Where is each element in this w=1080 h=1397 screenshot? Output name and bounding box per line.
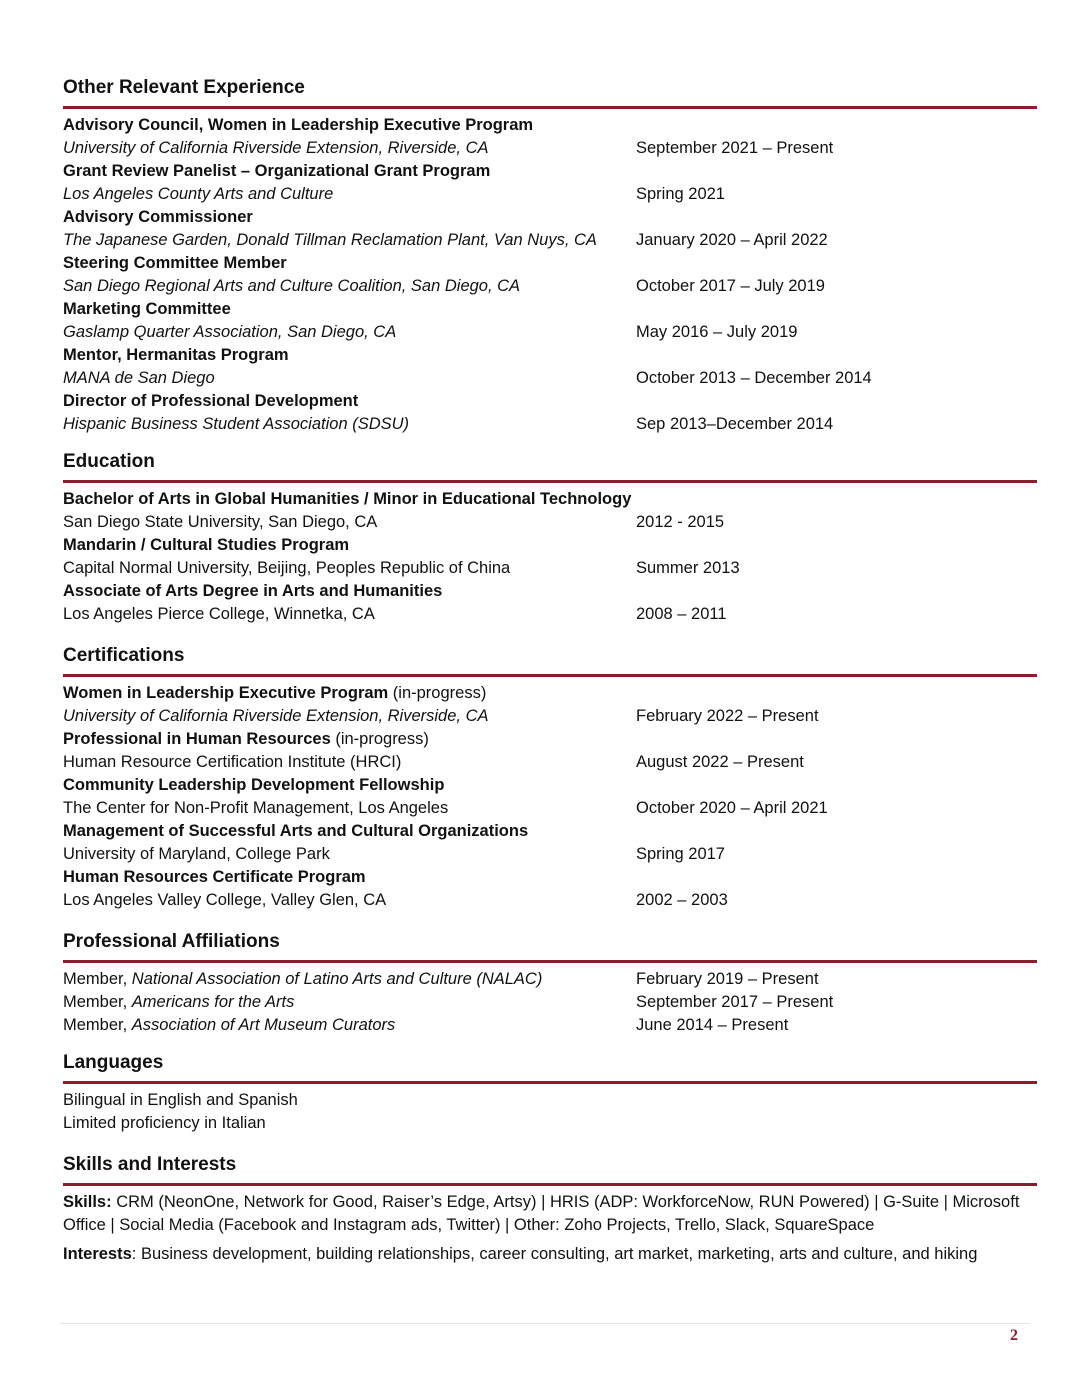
- experience-org: The Japanese Garden, Donald Tillman Reclamation Plant, Van Nuys, CA: [63, 231, 597, 249]
- experience-org-row: [63, 275, 1037, 298]
- education-degree-row: [63, 488, 1037, 511]
- cert-name: Professional in Human Resources: [63, 730, 331, 748]
- language-item: Limited proficiency in Italian: [63, 1114, 266, 1132]
- section-title: Other Relevant Experience: [63, 77, 305, 98]
- section-title: Certifications: [63, 645, 185, 666]
- section-affiliations: [63, 926, 1037, 1037]
- skills-paragraph: [63, 1191, 1037, 1237]
- skills-text: CRM (NeonOne, Network for Good, Raiser’s Edge, Artsy) | HRIS (ADP: WorkforceNow, RUN Powered) | G-Suite | Microsoft Office | Social Media (Facebook and Instagram ads, Twitter) | Other: Zoho Projects, Trello, Slack, SquareSpace: [63, 1193, 1020, 1234]
- affiliation-date: June 2014 – Present: [636, 1016, 789, 1034]
- section-other-experience: [63, 72, 1037, 436]
- education-date: 2008 – 2011: [636, 605, 727, 623]
- experience-role-row: [63, 114, 1037, 137]
- experience-org: Gaslamp Quarter Association, San Diego, CA: [63, 323, 397, 341]
- experience-role: Advisory Commissioner: [63, 208, 253, 226]
- cert-name-row: [63, 728, 1037, 751]
- section-divider: [63, 674, 1037, 677]
- education-school-row: [63, 603, 1037, 626]
- affiliation-prefix: Member,: [63, 970, 132, 988]
- experience-date: Sep 2013–December 2014: [636, 415, 834, 433]
- cert-date: Spring 2017: [636, 845, 725, 863]
- affiliation-prefix: Member,: [63, 993, 132, 1011]
- experience-role: Grant Review Panelist – Organizational Grant Program: [63, 162, 491, 180]
- experience-role-row: [63, 390, 1037, 413]
- cert-org-row: [63, 751, 1037, 774]
- education-degree: Associate of Arts Degree in Arts and Humanities: [63, 582, 443, 600]
- cert-org: The Center for Non-Profit Management, Los Angeles: [63, 799, 449, 817]
- education-school-row: [63, 557, 1037, 580]
- cert-org: Human Resource Certification Institute (HRCI): [63, 753, 402, 771]
- experience-role-row: [63, 160, 1037, 183]
- cert-date: 2002 – 2003: [636, 891, 728, 909]
- section-divider: [63, 106, 1037, 109]
- cert-note: (in-progress): [388, 684, 487, 702]
- education-degree: Bachelor of Arts in Global Humanities / Minor in Educational Technology: [63, 490, 632, 508]
- footer-divider: [60, 1323, 1030, 1324]
- experience-role: Marketing Committee: [63, 300, 231, 318]
- cert-org: Los Angeles Valley College, Valley Glen, CA: [63, 891, 387, 909]
- experience-role: Steering Committee Member: [63, 254, 287, 272]
- experience-date: May 2016 – July 2019: [636, 323, 798, 341]
- education-school: Los Angeles Pierce College, Winnetka, CA: [63, 605, 375, 623]
- section-title: Professional Affiliations: [63, 931, 280, 952]
- cert-name-row: [63, 682, 1037, 705]
- affiliation-org: National Association of Latino Arts and Culture (NALAC): [131, 970, 543, 988]
- experience-role-row: [63, 344, 1037, 367]
- experience-org-row: [63, 183, 1037, 206]
- experience-org: Los Angeles County Arts and Culture: [63, 185, 334, 203]
- education-school-row: [63, 511, 1037, 534]
- section-certifications: [63, 640, 1037, 912]
- experience-date: Spring 2021: [636, 185, 725, 203]
- interests-text: : Business development, building relationships, career consulting, art market, marketing, arts and culture, and hiking: [131, 1245, 978, 1263]
- interests-label: Interests: [63, 1245, 132, 1263]
- experience-role: Director of Professional Development: [63, 392, 359, 410]
- affiliation-row: [63, 991, 1037, 1014]
- education-date: 2012 - 2015: [636, 513, 725, 531]
- affiliation-row: [63, 968, 1037, 991]
- experience-org: MANA de San Diego: [63, 369, 215, 387]
- affiliation-org: Association of Art Museum Curators: [131, 1016, 396, 1034]
- experience-org: San Diego Regional Arts and Culture Coalition, San Diego, CA: [63, 277, 521, 295]
- section-skills: [63, 1149, 1037, 1266]
- section-title: Education: [63, 451, 155, 472]
- language-item: Bilingual in English and Spanish: [63, 1091, 298, 1109]
- cert-date: October 2020 – April 2021: [636, 799, 828, 817]
- cert-name: Women in Leadership Executive Program: [63, 684, 389, 702]
- cert-date: February 2022 – Present: [636, 707, 819, 725]
- section-title: Skills and Interests: [63, 1154, 237, 1175]
- affiliation-prefix: Member,: [63, 1016, 132, 1034]
- experience-role-row: [63, 298, 1037, 321]
- experience-role-row: [63, 206, 1037, 229]
- section-divider: [63, 1183, 1037, 1186]
- education-degree-row: [63, 534, 1037, 557]
- cert-name: Community Leadership Development Fellowship: [63, 776, 445, 794]
- experience-org-row: [63, 137, 1037, 160]
- cert-name-row: [63, 820, 1037, 843]
- section-education: [63, 446, 1037, 626]
- cert-org: University of Maryland, College Park: [63, 845, 330, 863]
- cert-org-row: [63, 797, 1037, 820]
- cert-org: University of California Riverside Extension, Riverside, CA: [63, 707, 489, 725]
- education-degree: Mandarin / Cultural Studies Program: [63, 536, 350, 554]
- experience-date: October 2017 – July 2019: [636, 277, 825, 295]
- affiliation-row: [63, 1014, 1037, 1037]
- experience-org: University of California Riverside Extension, Riverside, CA: [63, 139, 489, 157]
- section-divider: [63, 960, 1037, 963]
- cert-name-row: [63, 866, 1037, 889]
- cert-org-row: [63, 843, 1037, 866]
- section-title: Languages: [63, 1052, 164, 1073]
- education-school: San Diego State University, San Diego, CA: [63, 513, 378, 531]
- section-divider: [63, 480, 1037, 483]
- section-divider: [63, 1081, 1037, 1084]
- experience-org-row: [63, 367, 1037, 390]
- experience-date: October 2013 – December 2014: [636, 369, 872, 387]
- cert-org-row: [63, 889, 1037, 912]
- cert-org-row: [63, 705, 1037, 728]
- page-number: 2: [1010, 1327, 1018, 1344]
- education-date: Summer 2013: [636, 559, 740, 577]
- cert-name-row: [63, 774, 1037, 797]
- cert-date: August 2022 – Present: [636, 753, 804, 771]
- experience-role-row: [63, 252, 1037, 275]
- education-school: Capital Normal University, Beijing, Peoples Republic of China: [63, 559, 511, 577]
- experience-date: September 2021 – Present: [636, 139, 834, 157]
- interests-paragraph: [63, 1243, 1037, 1266]
- skills-label: Skills:: [63, 1193, 112, 1211]
- experience-role: Advisory Council, Women in Leadership Executive Program: [63, 116, 534, 134]
- resume-page: [63, 72, 1037, 1266]
- experience-org-row: [63, 413, 1037, 436]
- affiliation-date: September 2017 – Present: [636, 993, 834, 1011]
- cert-note: (in-progress): [330, 730, 429, 748]
- section-languages: [63, 1047, 1037, 1135]
- affiliation-org: Americans for the Arts: [131, 993, 295, 1011]
- affiliation-date: February 2019 – Present: [636, 970, 819, 988]
- cert-name: Management of Successful Arts and Cultural Organizations: [63, 822, 529, 840]
- experience-date: January 2020 – April 2022: [636, 231, 828, 249]
- experience-org-row: [63, 321, 1037, 344]
- experience-org: Hispanic Business Student Association (SDSU): [63, 415, 410, 433]
- education-degree-row: [63, 580, 1037, 603]
- cert-name: Human Resources Certificate Program: [63, 868, 366, 886]
- experience-role: Mentor, Hermanitas Program: [63, 346, 289, 364]
- experience-org-row: [63, 229, 1037, 252]
